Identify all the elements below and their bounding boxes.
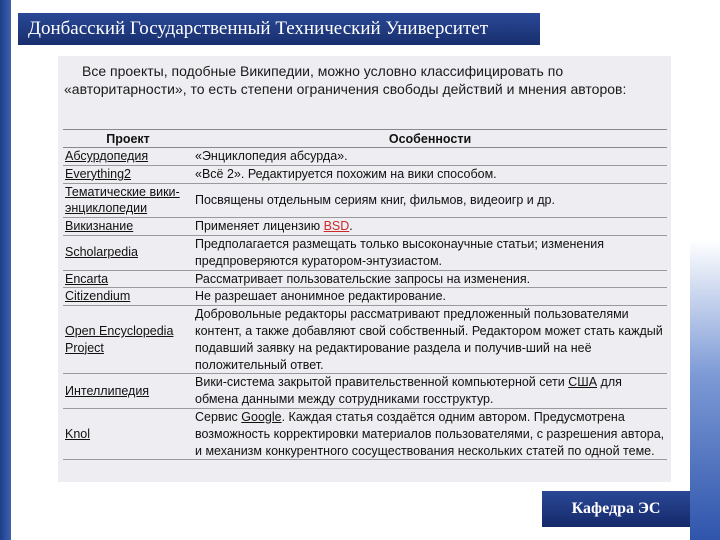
description-text: Применяет лицензию (195, 219, 324, 234)
project-description: «Всё 2». Редактируется похожим на вики способом. (193, 165, 667, 183)
table-row (63, 218, 667, 236)
project-name[interactable]: Интеллипедия (63, 374, 193, 409)
project-name[interactable]: Everything2 (63, 165, 193, 183)
project-description: Рассматривает пользовательские запросы на изменения. (193, 270, 667, 288)
project-description: Добровольные редакторы рассматривают предложенный пользователями контент, а также добавляют свой собственный. Редактором может стать каждый подавший заявку на редактирование раздела и получив-ший на неё положительный ответ. (193, 306, 667, 374)
bsd-link[interactable]: BSD (323, 219, 350, 234)
table-row (63, 374, 667, 409)
description-text: . (349, 219, 353, 234)
table-row (63, 148, 667, 166)
right-gradient-bar (690, 240, 720, 540)
intro-paragraph: Все проекты, подобные Википедии, можно условно классифицировать по «авторитарности», то есть степени ограничения свободы действий и мнения авторов: (64, 63, 627, 97)
table-row (63, 306, 667, 374)
project-name[interactable]: Викизнание (63, 218, 193, 236)
table-row (63, 288, 667, 306)
project-description (193, 218, 667, 236)
project-description: Посвящены отдельным сериям книг, фильмов, видеоигр и др. (193, 183, 667, 218)
left-accent-bar (0, 0, 11, 540)
table-row (63, 408, 667, 459)
project-description: «Энциклопедия абсурда». (193, 148, 667, 166)
table-row (63, 183, 667, 218)
project-description: Предполагается размещать только высоконаучные статьи; изменения предпроверяются куратором-энтузиастом. (193, 235, 667, 270)
description-text: . Каждая статья создаётся одним автором. Предусмотрена возможность корректировки материалов пользователями, с разрешения автора, и механизм конкурентного сосуществования нескольких статей по одной теме. (195, 409, 665, 458)
table-row (63, 270, 667, 288)
description-text: для обмена данными между сотрудниками госструктур. (195, 375, 622, 407)
description-text: Сервис (195, 409, 242, 424)
project-name[interactable]: Encarta (63, 270, 193, 288)
content-panel (58, 56, 671, 482)
project-name[interactable]: Open Encyclopedia Project (63, 306, 193, 374)
project-description: Не разрешает анонимное редактирование. (193, 288, 667, 306)
table-row (63, 235, 667, 270)
project-name[interactable]: Абсурдопедия (63, 148, 193, 166)
project-name[interactable]: Citizendium (63, 288, 193, 306)
column-header-features: Особенности (193, 130, 667, 148)
projects-table (63, 129, 667, 460)
project-name[interactable]: Knol (63, 408, 193, 459)
column-header-project: Проект (63, 130, 193, 148)
table-header-row (63, 130, 667, 148)
usa-link[interactable]: США (568, 375, 598, 390)
google-link[interactable]: Google (241, 409, 282, 424)
project-name[interactable]: Scholarpedia (63, 235, 193, 270)
project-name[interactable]: Тематические вики-энциклопедии (63, 183, 193, 218)
table-row (63, 165, 667, 183)
department-footer: Кафедра ЭС (542, 491, 690, 527)
project-description (193, 374, 667, 409)
university-header: Донбасский Государственный Технический Университет (18, 13, 540, 45)
description-text: Вики-система закрытой правительственной компьютерной сети (195, 375, 569, 390)
project-description (193, 408, 667, 459)
